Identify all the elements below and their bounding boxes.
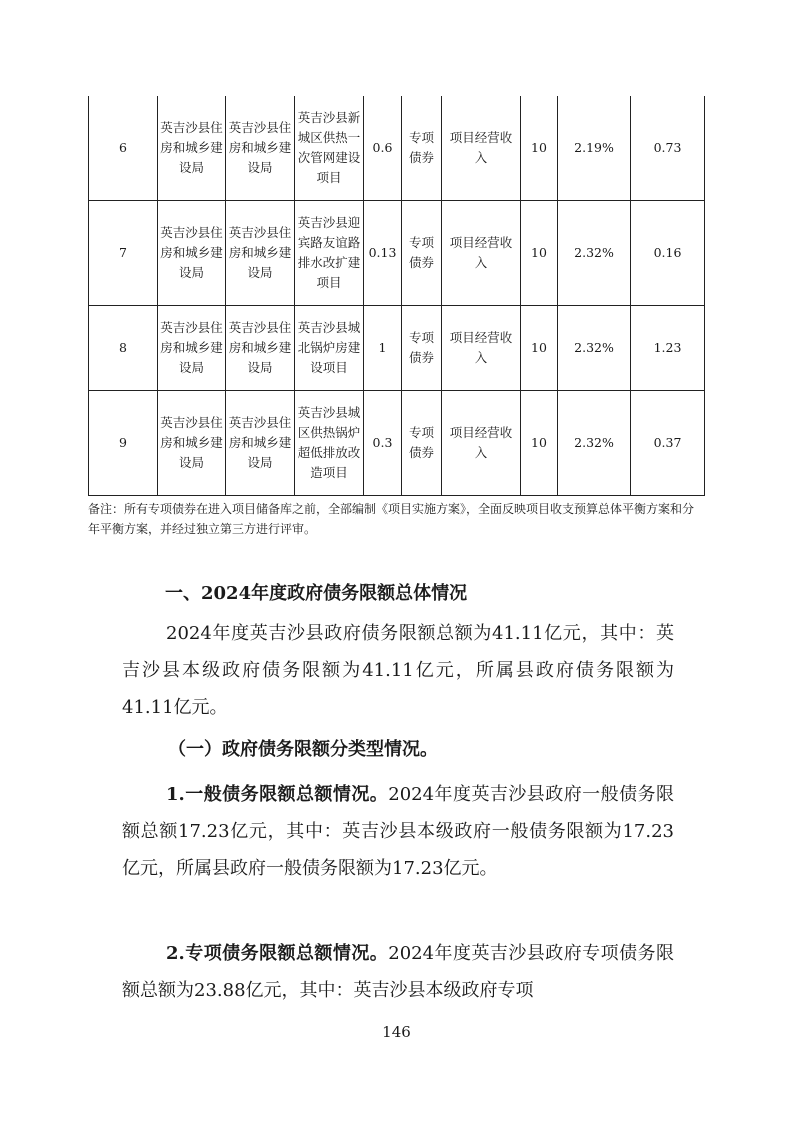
bond-term: 10 <box>521 391 558 496</box>
bond-type: 专项债券 <box>402 306 442 391</box>
section-heading: 一、2024年度政府债务限额总体情况 <box>165 583 468 604</box>
implementing-unit: 英吉沙县住房和城乡建设局 <box>158 306 226 391</box>
implementing-unit: 英吉沙县住房和城乡建设局 <box>158 96 226 201</box>
interest-rate: 2.32% <box>558 391 631 496</box>
paragraph-body: 2024年度英吉沙县政府专项债务限额总额为23.88亿元，其中：英吉沙县本级政府专项 <box>122 943 674 1001</box>
bond-type: 专项债券 <box>402 391 442 496</box>
table-row <box>89 96 705 201</box>
table-row <box>89 391 705 496</box>
general-debt-paragraph <box>122 776 674 887</box>
bond-term: 10 <box>521 96 558 201</box>
project-name: 英吉沙县城区供热锅炉超低排放改造项目 <box>295 391 364 496</box>
supervising-dept: 英吉沙县住房和城乡建设局 <box>226 201 295 306</box>
page-number: 146 <box>382 1023 411 1041</box>
debt-project-table <box>88 96 705 496</box>
subsection-heading: （一）政府债务限额分类型情况。 <box>168 739 438 760</box>
value-cell: 0.37 <box>631 391 705 496</box>
repayment-source: 项目经营收入 <box>442 201 521 306</box>
bond-amount: 1 <box>364 306 402 391</box>
supervising-dept: 英吉沙县住房和城乡建设局 <box>226 391 295 496</box>
repayment-source: 项目经营收入 <box>442 306 521 391</box>
row-number: 6 <box>89 96 158 201</box>
implementing-unit: 英吉沙县住房和城乡建设局 <box>158 201 226 306</box>
row-number: 7 <box>89 201 158 306</box>
bond-term: 10 <box>521 306 558 391</box>
value-cell: 0.16 <box>631 201 705 306</box>
bond-term: 10 <box>521 201 558 306</box>
bond-amount: 0.13 <box>364 201 402 306</box>
value-cell: 1.23 <box>631 306 705 391</box>
table-row <box>89 201 705 306</box>
paragraph-lead: 1.一般债务限额总额情况。 <box>166 784 389 805</box>
repayment-source: 项目经营收入 <box>442 96 521 201</box>
interest-rate: 2.32% <box>558 306 631 391</box>
bond-amount: 0.3 <box>364 391 402 496</box>
interest-rate: 2.19% <box>558 96 631 201</box>
supervising-dept: 英吉沙县住房和城乡建设局 <box>226 96 295 201</box>
project-name: 英吉沙县迎宾路友谊路排水改扩建项目 <box>295 201 364 306</box>
paragraph-body: 2024年度英吉沙县政府一般债务限额总额17.23亿元，其中：英吉沙县本级政府一般债务限额为17.23亿元，所属县政府一般债务限额为17.23亿元。 <box>122 784 674 879</box>
table-row <box>89 306 705 391</box>
project-name: 英吉沙县新城区供热一次管网建设项目 <box>295 96 364 201</box>
interest-rate: 2.32% <box>558 201 631 306</box>
section-paragraph: 2024年度英吉沙县政府债务限额总额为41.11亿元，其中：英吉沙县本级政府债务限额为41.11亿元，所属县政府债务限额为41.11亿元。 <box>122 623 674 718</box>
bond-type: 专项债券 <box>402 201 442 306</box>
bond-type: 专项债券 <box>402 96 442 201</box>
bond-amount: 0.6 <box>364 96 402 201</box>
supervising-dept: 英吉沙县住房和城乡建设局 <box>226 306 295 391</box>
project-name: 英吉沙县城北锅炉房建设项目 <box>295 306 364 391</box>
value-cell: 0.73 <box>631 96 705 201</box>
repayment-source: 项目经营收入 <box>442 391 521 496</box>
row-number: 8 <box>89 306 158 391</box>
implementing-unit: 英吉沙县住房和城乡建设局 <box>158 391 226 496</box>
table-note: 备注：所有专项债券在进入项目储备库之前，全部编制《项目实施方案》，全面反映项目收支预算总体平衡方案和分年平衡方案，并经过独立第三方进行评审。 <box>88 502 695 536</box>
row-number: 9 <box>89 391 158 496</box>
special-debt-paragraph <box>122 935 674 1009</box>
paragraph-lead: 2.专项债务限额总额情况。 <box>166 943 389 964</box>
